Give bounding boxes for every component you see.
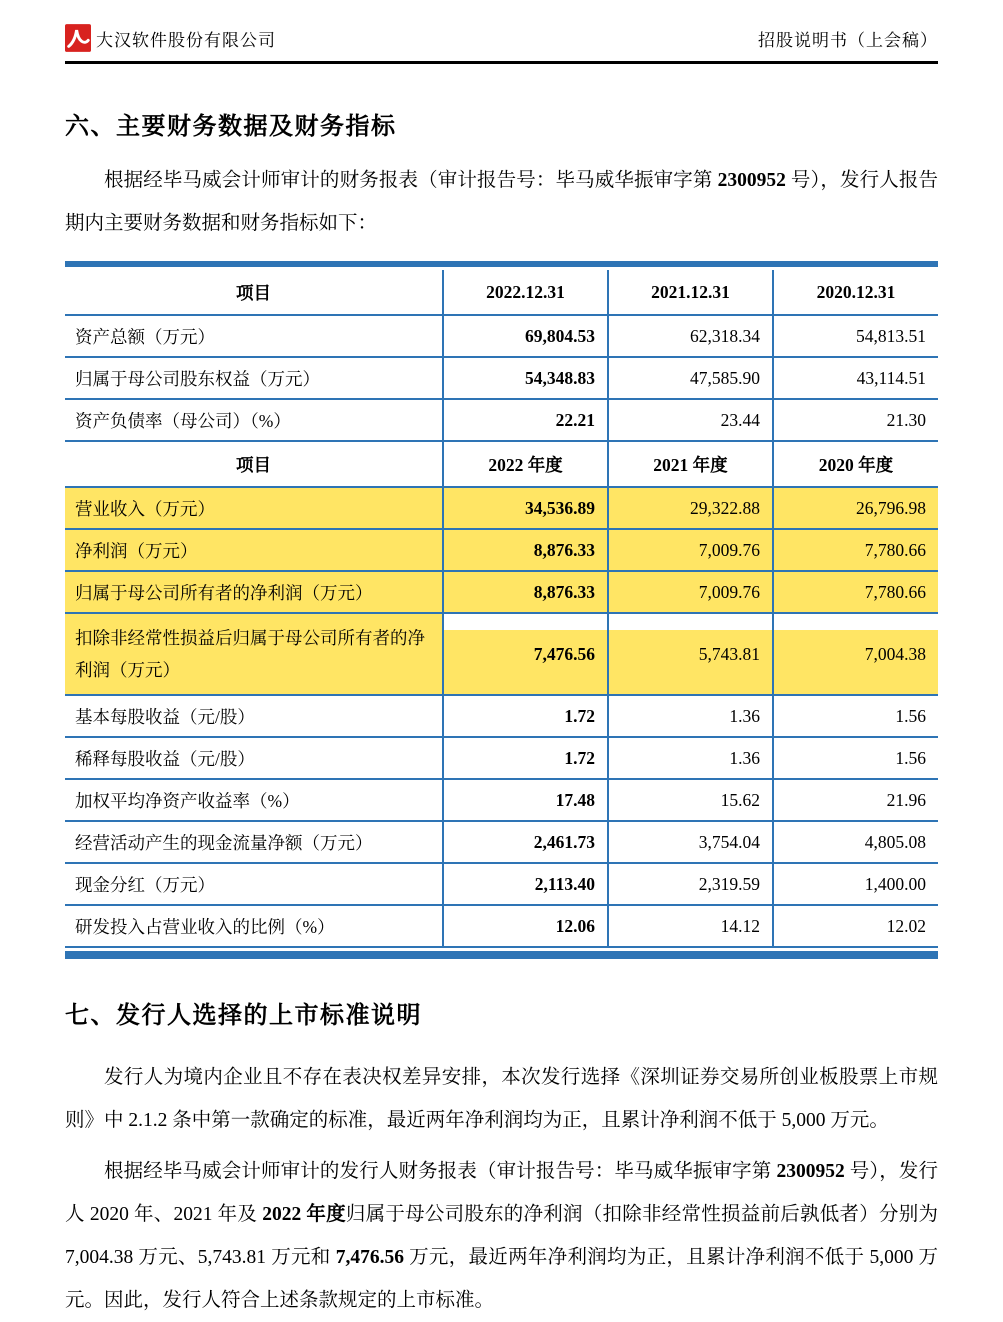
financial-data-table	[65, 270, 938, 946]
row-label: 基本每股收益（元/股）	[65, 695, 443, 737]
row-value: 15.62	[608, 779, 773, 821]
column-header: 项目	[65, 270, 443, 315]
row-value: 47,585.90	[608, 357, 773, 399]
row-value: 1,400.00	[773, 863, 938, 905]
column-header: 2022 年度	[443, 441, 608, 487]
table-row	[65, 357, 938, 399]
table-bottom-thick-rule	[65, 951, 938, 959]
emphasized-text: 2300952	[717, 170, 786, 191]
table-row	[65, 821, 938, 863]
paragraph-text: 号），发行人 2020 年、2021 年及	[65, 1161, 938, 1225]
paragraph-text: 根据经毕马威会计师审计的财务报表（审计报告号：毕马威华振审字第	[104, 170, 718, 191]
section7-heading: 七、发行人选择的上市标准说明	[65, 1002, 422, 1029]
row-value: 14.12	[608, 905, 773, 946]
column-header: 2021 年度	[608, 441, 773, 487]
column-header: 项目	[65, 441, 443, 487]
row-value: 2,319.59	[608, 863, 773, 905]
row-value: 1.56	[773, 737, 938, 779]
section6-intro-paragraph	[65, 159, 938, 245]
balance-sheet-header-row	[65, 270, 938, 315]
row-value: 34,536.89	[443, 487, 608, 529]
section6-heading: 六、主要财务数据及财务指标	[65, 113, 397, 140]
table-row	[65, 863, 938, 905]
row-value: 7,009.76	[608, 571, 773, 613]
column-header: 2020.12.31	[816, 281, 896, 302]
section7-paragraph-2	[65, 1150, 938, 1322]
row-value: 69,804.53	[443, 315, 608, 357]
row-value: 62,318.34	[608, 315, 773, 357]
row-label: 归属于母公司股东权益（万元）	[65, 357, 443, 399]
table-row	[65, 695, 938, 737]
row-value: 29,322.88	[608, 487, 773, 529]
row-value: 43,114.51	[773, 357, 938, 399]
document-type-label: 招股说明书（上会稿）	[758, 30, 938, 50]
page-header	[65, 0, 938, 64]
financial-table	[65, 261, 938, 959]
row-label: 现金分红（万元）	[65, 863, 443, 905]
row-value: 8,876.33	[443, 571, 608, 613]
company-logo-icon	[65, 24, 91, 52]
row-value: 8,876.33	[443, 529, 608, 571]
table-row	[65, 779, 938, 821]
row-label: 资产负债率（母公司）（%）	[65, 399, 443, 441]
row-value: 1.36	[608, 737, 773, 779]
row-value: 5,743.81	[608, 613, 773, 695]
row-value: 21.30	[773, 399, 938, 441]
row-label: 净利润（万元）	[65, 529, 443, 571]
row-value: 3,754.04	[608, 821, 773, 863]
row-label: 扣除非经常性损益后归属于母公司所有者的净利润（万元）	[65, 613, 443, 695]
row-value: 7,780.66	[773, 571, 938, 613]
column-header: 2020 年度	[773, 441, 938, 487]
income-statement-header-row	[65, 441, 938, 487]
row-value: 7,476.56	[443, 613, 608, 695]
row-value: 1.72	[443, 695, 608, 737]
row-value: 21.96	[773, 779, 938, 821]
paragraph-text: 号），发行人报告期内主要财务数据和财务指标如下：	[65, 170, 938, 234]
emphasized-text: 7,476.56	[335, 1247, 404, 1268]
row-value: 22.21	[443, 399, 608, 441]
company-name: 大汉软件股份有限公司	[96, 30, 276, 50]
row-value: 12.02	[773, 905, 938, 946]
paragraph-text: 根据经毕马威会计师审计的发行人财务报表（审计报告号：毕马威华振审字第	[104, 1161, 777, 1182]
row-value: 2,461.73	[443, 821, 608, 863]
row-label: 加权平均净资产收益率（%）	[65, 779, 443, 821]
table-row	[65, 737, 938, 779]
table-row	[65, 529, 938, 571]
paragraph-text: 发行人为境内企业且不存在表决权差异安排，本次发行选择《深圳证券交易所创业板股票上市规则》中 2.1.2 条中第一款确定的标准，最近两年净利润均为正，且累计净利润不低于 5,000 万元。	[65, 1067, 938, 1131]
row-value: 4,805.08	[773, 821, 938, 863]
emphasized-text: 2300952	[776, 1161, 845, 1182]
row-value: 1.56	[773, 695, 938, 737]
row-label: 营业收入（万元）	[65, 487, 443, 529]
table-row	[65, 571, 938, 613]
row-value: 7,780.66	[773, 529, 938, 571]
section7-paragraph-1	[65, 1056, 938, 1142]
column-header: 2022.12.31	[443, 270, 608, 315]
column-header: 2021.12.31	[608, 270, 773, 315]
row-value: 7,004.38	[773, 613, 938, 695]
row-value: 1.72	[443, 737, 608, 779]
row-label: 资产总额（万元）	[65, 315, 443, 357]
table-row	[65, 487, 938, 529]
table-row	[65, 613, 938, 695]
table-row	[65, 399, 938, 441]
table-row	[65, 315, 938, 357]
row-value: 23.44	[608, 399, 773, 441]
paragraph-text: 万元，最近两年净利润均为正，且累计净利润不低于 5,000 万元。因此，发行人符合上述条款规定的上市标准。	[65, 1247, 938, 1311]
row-value: 17.48	[443, 779, 608, 821]
row-value: 26,796.98	[773, 487, 938, 529]
row-value: 54,813.51	[773, 315, 938, 357]
row-value: 12.06	[443, 905, 608, 946]
row-value: 54,348.83	[443, 357, 608, 399]
emphasized-text: 2022 年度	[262, 1204, 346, 1225]
row-label: 稀释每股收益（元/股）	[65, 737, 443, 779]
row-label: 经营活动产生的现金流量净额（万元）	[65, 821, 443, 863]
row-value: 2,113.40	[443, 863, 608, 905]
row-value: 1.36	[608, 695, 773, 737]
table-row	[65, 905, 938, 946]
row-label: 归属于母公司所有者的净利润（万元）	[65, 571, 443, 613]
row-label: 研发投入占营业收入的比例（%）	[65, 905, 443, 946]
paragraph-text: 归属于母公司股东的净利润（扣除非经常性损益前后孰低者）分别为 7,004.38 万元、5,743.81 万元和	[65, 1204, 938, 1268]
row-value: 7,009.76	[608, 529, 773, 571]
